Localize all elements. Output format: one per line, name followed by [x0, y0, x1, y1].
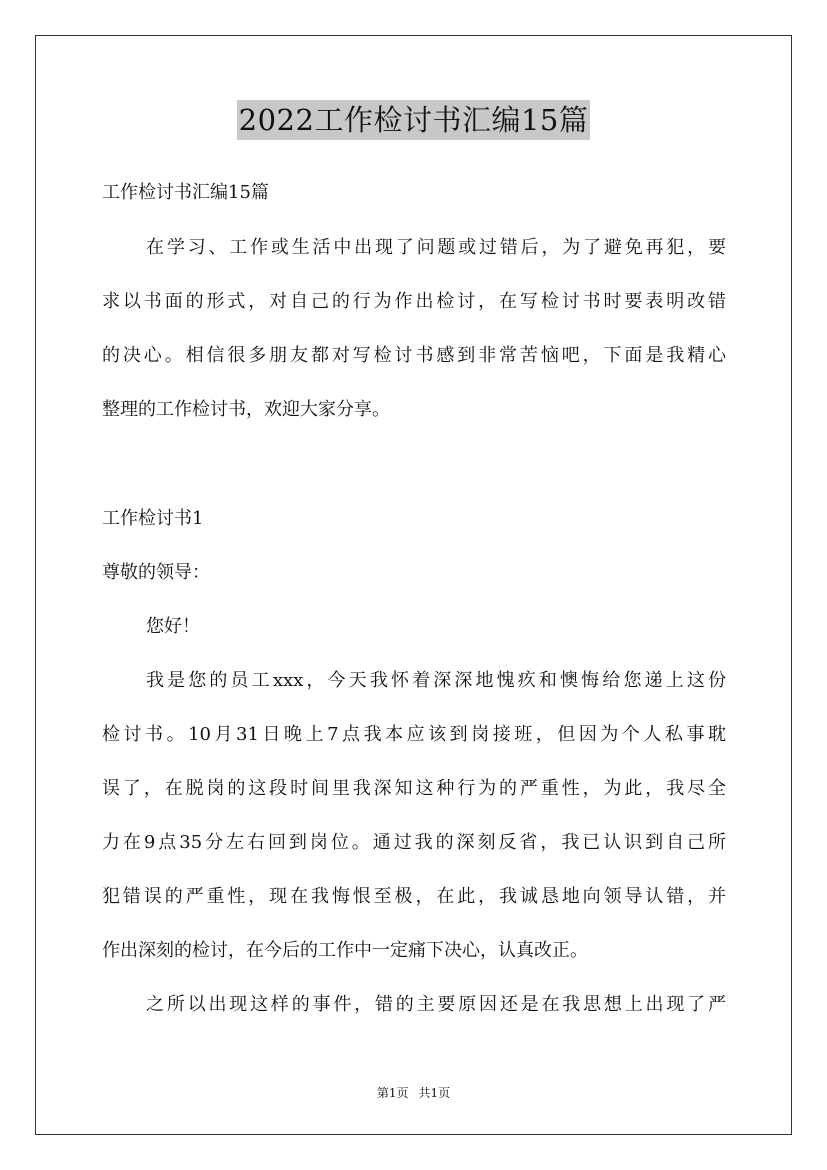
intro-line-1: 在学习、工作或生活中出现了问题或过错后，为了避免再犯，要: [146, 237, 726, 258]
title-container: [0, 100, 827, 140]
document-title: 2022工作检讨书汇编15篇: [237, 100, 591, 140]
section-title: 工作检讨书1: [102, 508, 204, 529]
body-line-5: 犯错误的严重性，现在我悔恨至极，在此，我诚恳地向领导认错，并: [102, 886, 726, 907]
body-line-3: 误了，在脱岗的这段时间里我深知这种行为的严重性，为此，我尽全: [102, 778, 726, 799]
greeting: 您好！: [146, 616, 200, 637]
salutation: 尊敬的领导：: [102, 562, 210, 583]
page-footer: [0, 1085, 827, 1101]
body-line-4: 力在9点35分左右回到岗位。通过我的深刻反省，我已认识到自己所: [102, 832, 726, 853]
intro-line-2: 求以书面的形式，对自己的行为作出检讨，在写检讨书时要表明改错: [102, 291, 726, 312]
body-line-2: 检讨书。10月31日晚上7点我本应该到岗接班，但因为个人私事耽: [102, 724, 726, 745]
intro-line-3: 的决心。相信很多朋友都对写检讨书感到非常苦恼吧，下面是我精心: [102, 345, 726, 366]
body-line-6: 作出深刻的检讨，在今后的工作中一定痛下决心，认真改正。: [102, 940, 588, 961]
document-subtitle: 工作检讨书汇编15篇: [102, 182, 269, 203]
body-line-7: 之所以出现这样的事件，错的主要原因还是在我思想上出现了严: [146, 994, 726, 1015]
page-number-total: 共1页: [418, 1086, 451, 1100]
body-line-1: 我是您的员工xxx，今天我怀着深深地愧疚和懊悔给您递上这份: [146, 670, 726, 691]
intro-line-4: 整理的工作检讨书，欢迎大家分享。: [102, 399, 390, 420]
page-number-current: 第1页: [376, 1086, 409, 1100]
